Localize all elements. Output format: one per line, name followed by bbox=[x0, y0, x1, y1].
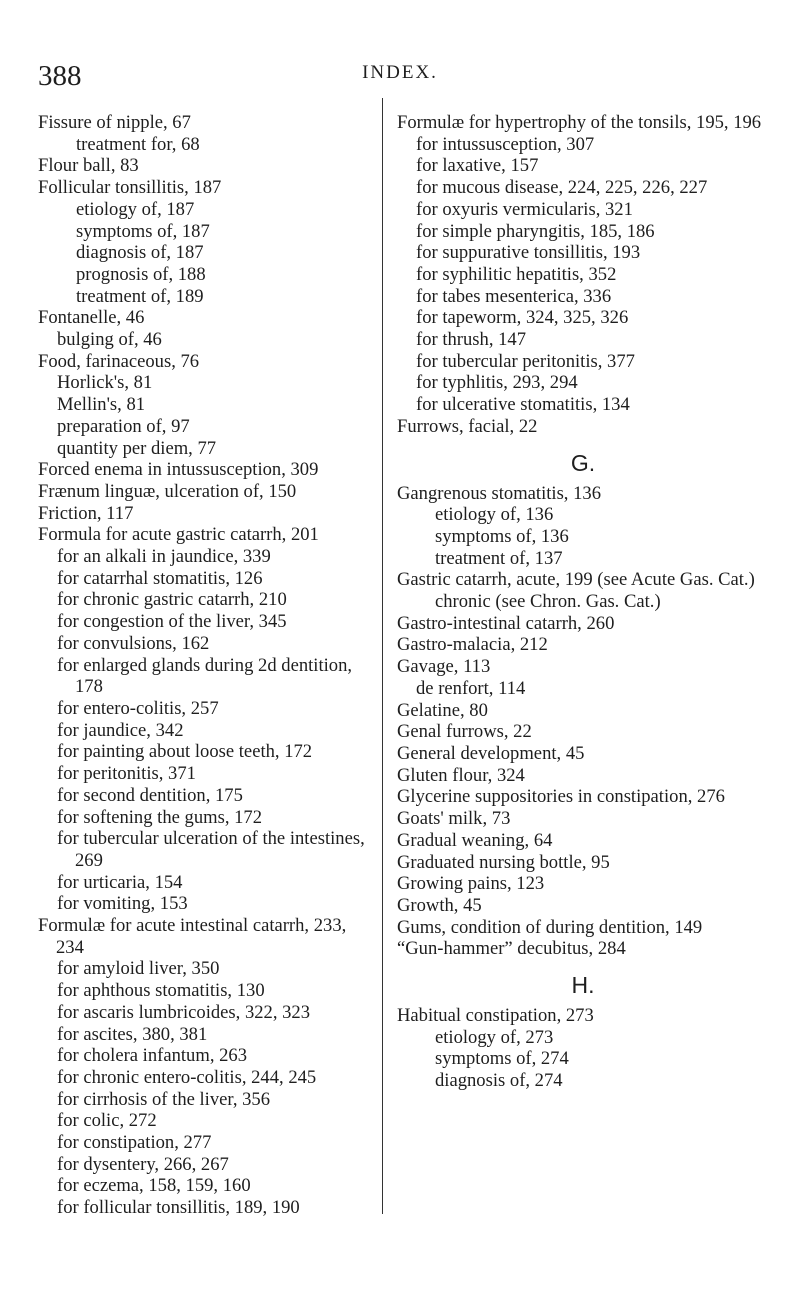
index-subentry: for cholera infantum, 263 bbox=[57, 1045, 248, 1067]
index-subentry: for typhlitis, 293, 294 bbox=[416, 372, 578, 394]
index-subentry: for ascites, 380, 381 bbox=[57, 1023, 208, 1045]
index-subentry: for tubercular ulceration of the intestines, 269 bbox=[57, 828, 365, 871]
index-entry: Furrows, facial, 22 bbox=[397, 415, 538, 437]
index-subentry: for intussusception, 307 bbox=[416, 133, 595, 155]
index-subentry: for peritonitis, 371 bbox=[57, 763, 196, 785]
index-subentry: for follicular tonsillitis, 189, 190 bbox=[57, 1197, 300, 1219]
index-subentry: for cirrhosis of the liver, 356 bbox=[57, 1088, 271, 1110]
index-subentry: for painting about loose teeth, 172 bbox=[57, 741, 313, 763]
index-subentry: for jaundice, 342 bbox=[57, 719, 184, 741]
index-entry: Formula for acute gastric catarrh, 201 bbox=[38, 524, 319, 546]
index-subentry: for entero-colitis, 257 bbox=[57, 697, 219, 719]
index-subentry: for urticaria, 154 bbox=[57, 871, 183, 893]
index-subentry: for ascaris lumbricoides, 322, 323 bbox=[57, 1001, 311, 1023]
index-column-right bbox=[397, 112, 769, 1092]
index-entry: General development, 45 bbox=[397, 742, 585, 764]
index-entry: Flour ball, 83 bbox=[38, 155, 139, 177]
index-subentry: prognosis of, 188 bbox=[76, 263, 206, 285]
section-letter-heading: H. bbox=[571, 972, 595, 999]
index-subentry: de renfort, 114 bbox=[416, 677, 526, 699]
index-subentry: for aphthous stomatitis, 130 bbox=[57, 980, 265, 1002]
index-subentry: for simple pharyngitis, 185, 186 bbox=[416, 220, 655, 242]
index-subentry: quantity per diem, 77 bbox=[57, 437, 217, 459]
index-subentry: treatment of, 137 bbox=[435, 547, 563, 569]
index-entry: Gluten flour, 324 bbox=[397, 764, 525, 786]
index-subentry: symptoms of, 187 bbox=[76, 220, 210, 242]
index-entry: Gelatine, 80 bbox=[397, 699, 488, 721]
index-entry: Fissure of nipple, 67 bbox=[38, 112, 191, 133]
index-entry: Fontanelle, 46 bbox=[38, 307, 145, 329]
index-entry: Gastro-intestinal catarrh, 260 bbox=[397, 612, 615, 634]
index-subentry: for syphilitic hepatitis, 352 bbox=[416, 263, 617, 285]
index-subentry: treatment for, 68 bbox=[76, 133, 200, 155]
index-entry: Habitual constipation, 273 bbox=[397, 1005, 594, 1027]
index-subentry: for thrush, 147 bbox=[416, 329, 527, 351]
index-subentry: for tubercular peritonitis, 377 bbox=[416, 350, 635, 372]
index-subentry: for second dentition, 175 bbox=[57, 784, 243, 806]
index-subentry: diagnosis of, 274 bbox=[435, 1070, 563, 1092]
index-subentry: for amyloid liver, 350 bbox=[57, 958, 220, 980]
index-subentry: for congestion of the liver, 345 bbox=[57, 611, 287, 633]
index-subentry: preparation of, 97 bbox=[57, 415, 190, 437]
page-number: 388 bbox=[38, 60, 82, 92]
index-subentry: for ulcerative stomatitis, 134 bbox=[416, 394, 630, 416]
index-entry: “Gun-hammer” decubitus, 284 bbox=[397, 938, 626, 960]
index-subentry: for tapeworm, 324, 325, 326 bbox=[416, 307, 629, 329]
index-subentry: for colic, 272 bbox=[57, 1110, 157, 1132]
index-subentry: for chronic entero-colitis, 244, 245 bbox=[57, 1066, 317, 1088]
index-entry: Forced enema in intussusception, 309 bbox=[38, 459, 319, 481]
index-entry: Frænum linguæ, ulceration of, 150 bbox=[38, 480, 297, 502]
index-subentry: for suppurative tonsillitis, 193 bbox=[416, 242, 641, 264]
index-subentry: for enlarged glands during 2d dentition, 178 bbox=[57, 654, 353, 698]
index-subentry: for oxyuris vermicularis, 321 bbox=[416, 198, 633, 220]
index-entry: Graduated nursing bottle, 95 bbox=[397, 851, 610, 873]
index-subentry: for constipation, 277 bbox=[57, 1132, 212, 1154]
index-entry: Gavage, 113 bbox=[397, 656, 491, 678]
index-entry: Gastric catarrh, acute, 199 (see Acute Gas. Cat.) bbox=[397, 569, 755, 591]
index-subentry: diagnosis of, 187 bbox=[76, 242, 204, 264]
index-subentry: for eczema, 158, 159, 160 bbox=[57, 1175, 251, 1197]
index-entry: Food, farinaceous, 76 bbox=[38, 350, 200, 372]
index-subentry: for chronic gastric catarrh, 210 bbox=[57, 589, 287, 611]
index-subentry: for laxative, 157 bbox=[416, 155, 539, 177]
index-subentry: for mucous disease, 224, 225, 226, 227 bbox=[416, 177, 708, 199]
running-head: INDEX. bbox=[362, 62, 438, 83]
index-entry: Growth, 45 bbox=[397, 894, 482, 916]
index-subentry: for softening the gums, 172 bbox=[57, 806, 263, 828]
index-entry: Gums, condition of during dentition, 149 bbox=[397, 916, 703, 938]
index-subentry: symptoms of, 274 bbox=[435, 1048, 569, 1070]
column-divider bbox=[382, 98, 383, 1214]
index-entry: Gradual weaning, 64 bbox=[397, 829, 553, 851]
index-entry: Growing pains, 123 bbox=[397, 873, 545, 895]
index-entry: Friction, 117 bbox=[38, 502, 134, 524]
index-subentry: bulging of, 46 bbox=[57, 329, 162, 351]
index-column-left bbox=[38, 112, 378, 1219]
index-subentry: treatment of, 189 bbox=[76, 285, 204, 307]
index-subentry: for tabes mesenterica, 336 bbox=[416, 285, 612, 307]
section-letter-heading: G. bbox=[570, 449, 596, 476]
index-entry: Formulæ for acute intestinal catarrh, 233, 234 bbox=[38, 915, 347, 958]
index-subentry: etiology of, 187 bbox=[76, 198, 195, 220]
index-subentry: etiology of, 273 bbox=[435, 1026, 554, 1048]
index-subentry: chronic (see Chron. Gas. Cat.) bbox=[435, 591, 661, 613]
index-subentry: Horlick's, 81 bbox=[57, 372, 153, 394]
index-entry: Glycerine suppositories in constipation, 276 bbox=[397, 786, 725, 808]
index-subentry: for vomiting, 153 bbox=[57, 893, 188, 915]
index-subentry: etiology of, 136 bbox=[435, 504, 554, 526]
index-subentry: for convulsions, 162 bbox=[57, 632, 210, 654]
index-subentry: Mellin's, 81 bbox=[57, 394, 146, 416]
index-entry: Goats' milk, 73 bbox=[397, 808, 511, 830]
index-entry: Follicular tonsillitis, 187 bbox=[38, 177, 222, 199]
index-subentry: for catarrhal stomatitis, 126 bbox=[57, 567, 263, 589]
index-subentry: for dysentery, 266, 267 bbox=[57, 1153, 229, 1175]
index-subentry: for an alkali in jaundice, 339 bbox=[57, 546, 271, 568]
index-subentry: symptoms of, 136 bbox=[435, 525, 569, 547]
index-entry: Gangrenous stomatitis, 136 bbox=[397, 482, 601, 504]
index-entry: Formulæ for hypertrophy of the tonsils, 195, 196 bbox=[397, 112, 762, 133]
index-entry: Genal furrows, 22 bbox=[397, 721, 532, 743]
index-entry: Gastro-malacia, 212 bbox=[397, 634, 548, 656]
